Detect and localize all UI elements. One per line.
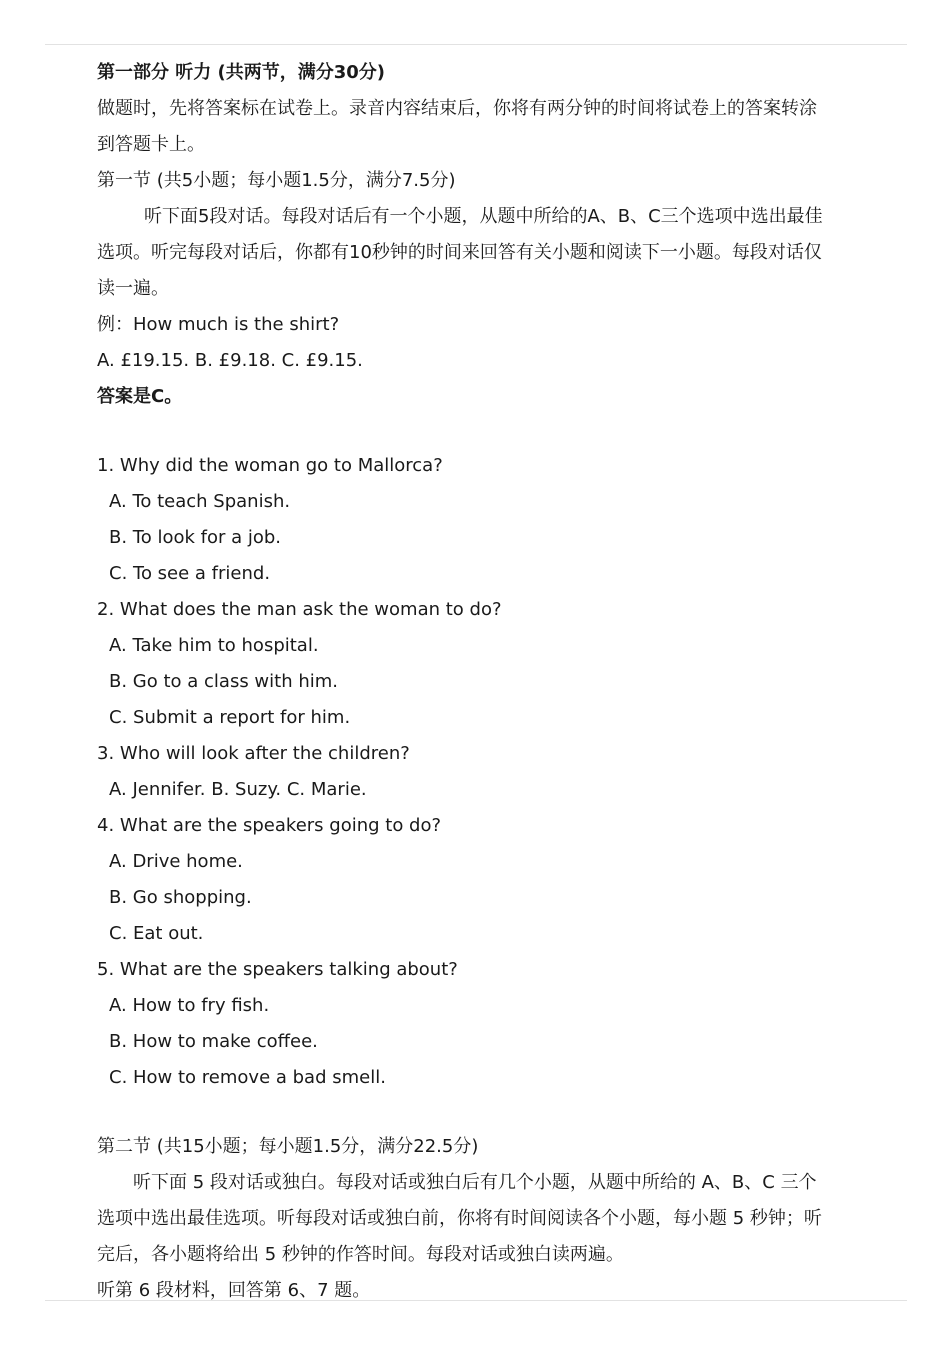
question-3-options: A. Jennifer. B. Suzy. C. Marie.: [109, 779, 367, 800]
section2-heading: 第二节 (共15小题；每小题1.5分，满分22.5分): [97, 1136, 479, 1157]
section1-directions-line2: 选项。听完每段对话后，你都有10秒钟的时间来回答有关小题和阅读下一小题。每段对话仅: [97, 242, 822, 263]
question-5-option-b: B. How to make coffee.: [109, 1031, 318, 1052]
question-1-option-b: B. To look for a job.: [109, 527, 282, 548]
question-5: 5. What are the speakers talking about?: [97, 959, 458, 980]
question-4: 4. What are the speakers going to do?: [97, 815, 442, 836]
question-1-option-a: A. To teach Spanish.: [109, 491, 291, 512]
section2-directions-line2: 选项中选出最佳选项。听每段对话或独白前，你将有时间阅读各个小题，每小题 5 秒钟；听: [97, 1208, 822, 1229]
question-2-option-c: C. Submit a report for him.: [109, 707, 351, 728]
question-2: 2. What does the man ask the woman to do?: [97, 599, 502, 620]
question-4-option-b: B. Go shopping.: [109, 887, 252, 908]
section2-directions-line3: 完后，各小题将给出 5 秒钟的作答时间。每段对话或独白读两遍。: [97, 1244, 624, 1265]
part1-instructions-line1: 做题时，先将答案标在试卷上。录音内容结束后，你将有两分钟的时间将试卷上的答案转涂: [97, 98, 817, 119]
question-2-option-a: A. Take him to hospital.: [109, 635, 319, 656]
page-top-rule: [45, 44, 907, 45]
page-bottom-rule: [45, 1300, 907, 1301]
question-5-option-a: A. How to fry fish.: [109, 995, 270, 1016]
part1-heading: 第一部分 听力 (共两节，满分30分): [97, 62, 386, 83]
question-1-option-c: C. To see a friend.: [109, 563, 271, 584]
question-4-option-a: A. Drive home.: [109, 851, 243, 872]
question-1: 1. Why did the woman go to Mallorca?: [97, 455, 443, 476]
section2-directions-line1: 听下面 5 段对话或独白。每段对话或独白后有几个小题，从题中所给的 A、B、C 三个: [133, 1172, 817, 1193]
question-3: 3. Who will look after the children?: [97, 743, 410, 764]
section1-heading: 第一节 (共5小题；每小题1.5分，满分7.5分): [97, 170, 456, 191]
example-options: A. £19.15. B. £9.18. C. £9.15.: [97, 350, 363, 371]
question-5-option-c: C. How to remove a bad smell.: [109, 1067, 386, 1088]
question-2-option-b: B. Go to a class with him.: [109, 671, 338, 692]
section1-directions-line1: 听下面5段对话。每段对话后有一个小题，从题中所给的A、B、C三个选项中选出最佳: [144, 206, 823, 227]
section1-directions-line3: 读一遍。: [97, 278, 169, 299]
material-6-instruction: 听第 6 段材料，回答第 6、7 题。: [97, 1280, 371, 1301]
part1-instructions-line2: 到答题卡上。: [97, 134, 205, 155]
question-4-option-c: C. Eat out.: [109, 923, 204, 944]
example-answer: 答案是C。: [97, 386, 183, 407]
example-question: 例：How much is the shirt?: [97, 314, 340, 335]
